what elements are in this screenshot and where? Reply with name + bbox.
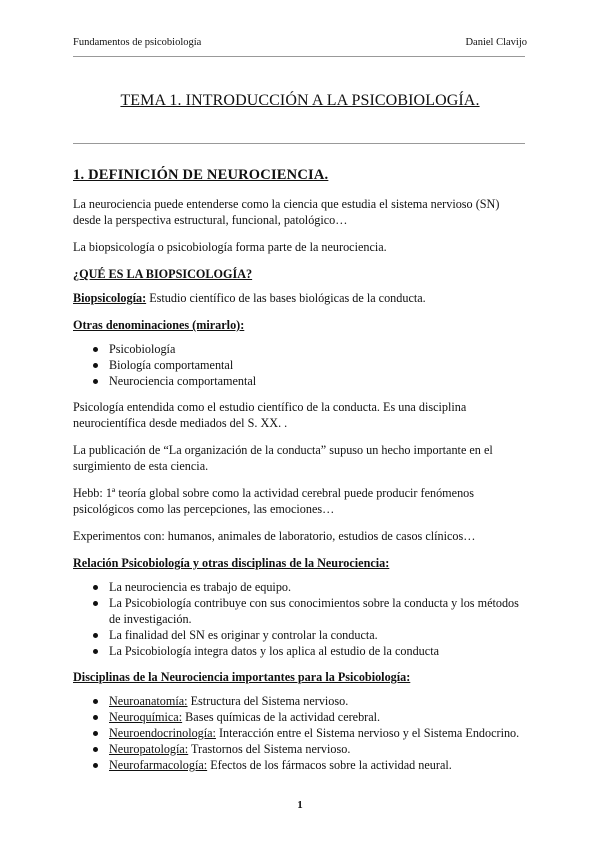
publication-paragraph: La publicación de “La organización de la conducta” supuso un hecho importante en el surgimiento de esta ciencia. (73, 443, 493, 473)
relation-heading: Relación Psicobiología y otras disciplinas de la Neurociencia: (73, 556, 390, 570)
relation-list (73, 579, 528, 659)
other-names-list (73, 341, 528, 389)
list-item (109, 725, 528, 741)
discipline-term: Neuroendocrinología: (109, 726, 216, 740)
list-item (109, 757, 528, 773)
psychology-paragraph: Psicología entendida como el estudio científico de la conducta. Es una disciplina neurocientífica desde mediados del S. XX. . (73, 400, 467, 430)
discipline-desc: Efectos de los fármacos sobre la actividad neural. (207, 758, 452, 772)
list-item (109, 709, 528, 725)
disciplines-list (73, 693, 528, 773)
definition-text: Estudio científico de las bases biológicas de la conducta. (146, 291, 426, 305)
header-divider (73, 56, 525, 57)
disciplines-heading: Disciplinas de la Neurociencia importantes para la Psicobiología: (73, 670, 411, 684)
discipline-term: Neuroquímica: (109, 710, 183, 724)
discipline-desc: Trastornos del Sistema nervioso. (188, 742, 351, 756)
header-course: Fundamentos de psicobiología (73, 37, 202, 48)
hebb-paragraph: Hebb: 1ª teoría global sobre como la actividad cerebral puede producir fenómenos psicológicos como las percepciones, las emociones… (73, 486, 474, 516)
question-heading: ¿QUÉ ES LA BIOPSICOLOGÍA? (73, 267, 253, 281)
page-number: 1 (297, 799, 303, 811)
other-names-heading: Otras denominaciones (mirarlo): (73, 318, 245, 332)
definition-line (73, 290, 528, 306)
list-item: Psicobiología (109, 341, 528, 357)
section-heading: 1. DEFINICIÓN DE NEUROCIENCIA. (73, 167, 329, 183)
list-item (109, 693, 528, 709)
title-divider (73, 143, 525, 144)
experiments-paragraph: Experimentos con: humanos, animales de laboratorio, estudios de casos clínicos… (73, 529, 476, 543)
page-title: TEMA 1. INTRODUCCIÓN A LA PSICOBIOLOGÍA. (120, 92, 480, 109)
intro-paragraph: La neurociencia puede entenderse como la ciencia que estudia el sistema nervioso (SN) desde la perspectiva estructural, funcional, patológico… (73, 197, 500, 227)
discipline-term: Neuroanatomía: (109, 694, 188, 708)
biopsychology-paragraph: La biopsicología o psicobiología forma parte de la neurociencia. (73, 240, 387, 254)
list-item (109, 741, 528, 757)
list-item: Neurociencia comportamental (109, 373, 528, 389)
list-item: La Psicobiología contribuye con sus conocimientos sobre la conducta y los métodos de investigación. (109, 595, 528, 627)
definition-label: Biopsicología: (73, 291, 147, 305)
list-item: La finalidad del SN es originar y controlar la conducta. (109, 627, 528, 643)
discipline-desc: Estructura del Sistema nervioso. (187, 694, 349, 708)
main-content (73, 167, 528, 783)
discipline-term: Neuropatología: (109, 742, 189, 756)
discipline-desc: Bases químicas de la actividad cerebral. (182, 710, 381, 724)
list-item: Biología comportamental (109, 357, 528, 373)
list-item: La Psicobiología integra datos y los aplica al estudio de la conducta (109, 643, 528, 659)
discipline-term: Neurofarmacología: (109, 758, 208, 772)
list-item: La neurociencia es trabajo de equipo. (109, 579, 528, 595)
header-author: Daniel Clavijo (465, 37, 527, 48)
discipline-desc: Interacción entre el Sistema nervioso y el Sistema Endocrino. (215, 726, 520, 740)
